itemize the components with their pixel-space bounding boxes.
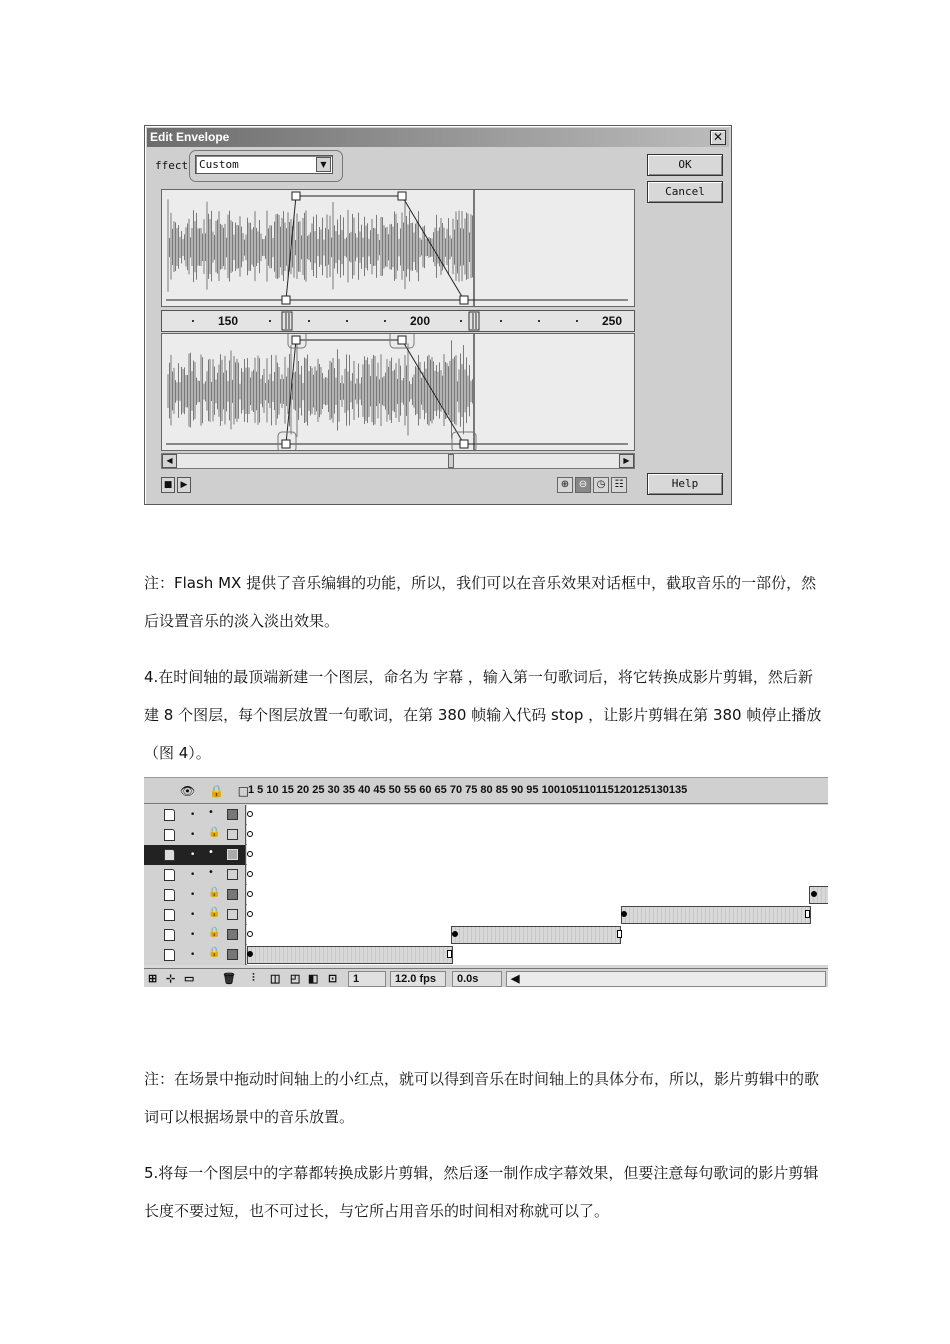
note-paragraph-2: 注：在场景中拖动时间轴上的小红点，就可以得到音乐在时间轴上的具体分布，所以，影片剪辑中的歌词可以根据场景中的音乐放置。 (144, 1070, 820, 1126)
frames-icon[interactable]: ☷ (611, 477, 627, 493)
onion-skin-icon[interactable]: ◫ (270, 973, 281, 985)
envelope-handle[interactable] (282, 296, 290, 304)
layer-icon (164, 829, 175, 841)
zoom-out-icon[interactable]: ⊖ (575, 477, 591, 493)
timeline-layer-row[interactable]: • 🔒 (144, 945, 828, 965)
timeline-layer-row[interactable]: • • (144, 805, 828, 825)
timeline-panel (144, 777, 828, 987)
ok-button[interactable]: OK (647, 154, 723, 176)
envelope-handle[interactable] (398, 336, 406, 344)
onion-outline-icon[interactable]: ◰ (290, 973, 301, 985)
play-icon[interactable]: ▶ (177, 477, 191, 493)
timeline-layer-row[interactable]: • • (144, 865, 828, 885)
scroll-thumb[interactable] (448, 454, 454, 468)
pencil-icon (164, 849, 175, 861)
add-guide-layer-icon[interactable]: ⊹ (166, 973, 176, 985)
frame-rate[interactable]: 12.0 fps (390, 971, 446, 987)
layer-icon (164, 809, 175, 821)
chevron-down-icon[interactable]: ▼ (316, 157, 331, 172)
onion-markers-icon[interactable]: ⊡ (328, 973, 338, 985)
envelope-handle[interactable] (398, 192, 406, 200)
layer-icon (164, 869, 175, 881)
right-channel-waveform[interactable] (161, 333, 635, 451)
step-4-paragraph: 4.在时间轴的最顶端新建一个图层，命名为 字幕 ，输入第一句歌词后，将它转换成影片剪辑，然后新建 8 个图层，每个图层放置一句歌词，在第 380 帧输入代码 stop ，让影片剪辑在第 380 帧停止播放（图 4）。 (144, 668, 822, 762)
edit-envelope-dialog (144, 125, 732, 505)
envelope-handle[interactable] (292, 336, 300, 344)
right-waveform (168, 340, 473, 438)
ruler-label: 250 (602, 314, 623, 328)
effect-dropdown[interactable] (195, 155, 333, 174)
timeline-header (144, 778, 828, 804)
ruler-label: 150 (218, 314, 239, 328)
trash-icon[interactable]: 🗑 (222, 973, 236, 985)
close-button[interactable]: ✕ (710, 130, 726, 145)
timeline-footer (144, 968, 828, 987)
dialog-titlebar (147, 128, 729, 147)
effect-value: Custom (199, 158, 239, 171)
envelope-handle[interactable] (292, 192, 300, 200)
layer-icon (164, 949, 175, 961)
left-channel-svg (162, 190, 635, 307)
envelope-handle[interactable] (460, 440, 468, 448)
timeline-layer-row[interactable]: • 🔒 (144, 825, 828, 845)
ruler-label: 200 (410, 314, 431, 328)
center-frame-icon[interactable]: ⫶ (252, 972, 255, 984)
right-channel-svg (162, 334, 635, 451)
layer-icon (164, 889, 175, 901)
envelope-handle[interactable] (460, 296, 468, 304)
layer-header-icons: 👁 🔒 □ (180, 784, 255, 798)
timeline-layer-row[interactable]: • 🔒 (144, 905, 828, 925)
elapsed-time: 0.0s (452, 971, 502, 987)
scroll-right-icon[interactable]: ▶ (619, 454, 634, 468)
layer-icon (164, 909, 175, 921)
time-ruler[interactable] (161, 310, 635, 332)
horizontal-scrollbar[interactable] (161, 453, 635, 469)
timeline-scrollbar[interactable]: ◀ (506, 971, 826, 987)
stop-icon[interactable]: ■ (161, 477, 175, 493)
dialog-title: Edit Envelope (150, 130, 230, 144)
frame-number-ruler[interactable]: 1 5 10 15 20 25 30 35 40 45 50 55 60 65 70 75 80 85 90 95 100105110115120125130135 (248, 784, 688, 796)
note-paragraph-1: 注：Flash MX 提供了音乐编辑的功能，所以，我们可以在音乐效果对话框中，截取音乐的一部份，然后设置音乐的淡入淡出效果。 (144, 574, 817, 630)
add-layer-icon[interactable]: ⊞ (148, 973, 158, 985)
timeline-layer-row-selected[interactable]: • • (144, 845, 828, 865)
scroll-left-icon[interactable]: ◀ (162, 454, 177, 468)
layer-icon (164, 929, 175, 941)
cancel-button[interactable]: Cancel (647, 181, 723, 203)
insert-folder-icon[interactable]: ▭ (184, 973, 195, 985)
help-button[interactable]: Help (647, 473, 723, 495)
effect-label: ffect (155, 159, 189, 172)
left-channel-waveform[interactable] (161, 189, 635, 307)
step-5-paragraph: 5.将每一个图层中的字幕都转换成影片剪辑，然后逐一制作成字幕效果，但要注意每句歌词的影片剪辑长度不要过短，也不可过长，与它所占用音乐的时间相对称就可以了。 (144, 1164, 819, 1220)
seconds-icon[interactable]: ◷ (593, 477, 609, 493)
current-frame: 1 (348, 971, 386, 987)
timeline-layer-row[interactable]: • 🔒 (144, 925, 828, 945)
zoom-in-icon[interactable]: ⊕ (557, 477, 573, 493)
timeline-layer-row[interactable]: • 🔒 (144, 885, 828, 905)
left-waveform (168, 199, 473, 291)
edit-multiple-frames-icon[interactable]: ◧ (308, 973, 319, 985)
ruler-ticks (162, 311, 636, 331)
envelope-handle[interactable] (282, 440, 290, 448)
